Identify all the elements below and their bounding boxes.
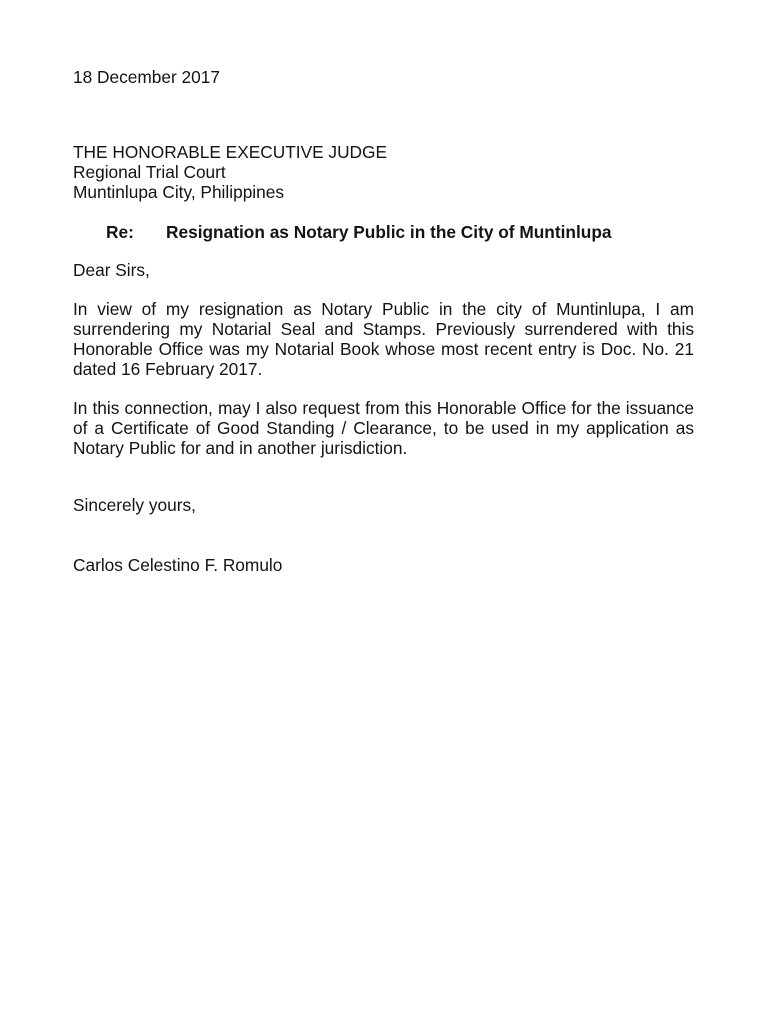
subject-line <box>106 222 706 242</box>
signature-name: Carlos Celestino F. Romulo <box>73 555 283 575</box>
recipient-address <box>73 142 694 202</box>
recipient-title: THE HONORABLE EXECUTIVE JUDGE <box>73 142 387 162</box>
subject-label: Re: <box>106 222 134 242</box>
salutation: Dear Sirs, <box>73 260 150 280</box>
body-paragraph-1: In view of my resignation as Notary Public in the city of Muntinlupa, I am surrendering my Notarial Seal and Stamps. Previously surrendered with this Honorable Office was my Notarial Book whose most recent entry is Doc. No. 21 dated 16 February 2017. <box>73 299 694 379</box>
body-paragraph-2: In this connection, may I also request from this Honorable Office for the issuance of a Certificate of Good Standing / Clearance, to be used in my application as Notary Public for and in another jurisdiction. <box>73 398 694 458</box>
letter-date: 18 December 2017 <box>73 67 220 87</box>
closing: Sincerely yours, <box>73 495 196 515</box>
recipient-location: Muntinlupa City, Philippines <box>73 182 285 202</box>
recipient-court: Regional Trial Court <box>73 162 226 182</box>
subject-text: Resignation as Notary Public in the City of Muntinlupa <box>166 222 612 242</box>
